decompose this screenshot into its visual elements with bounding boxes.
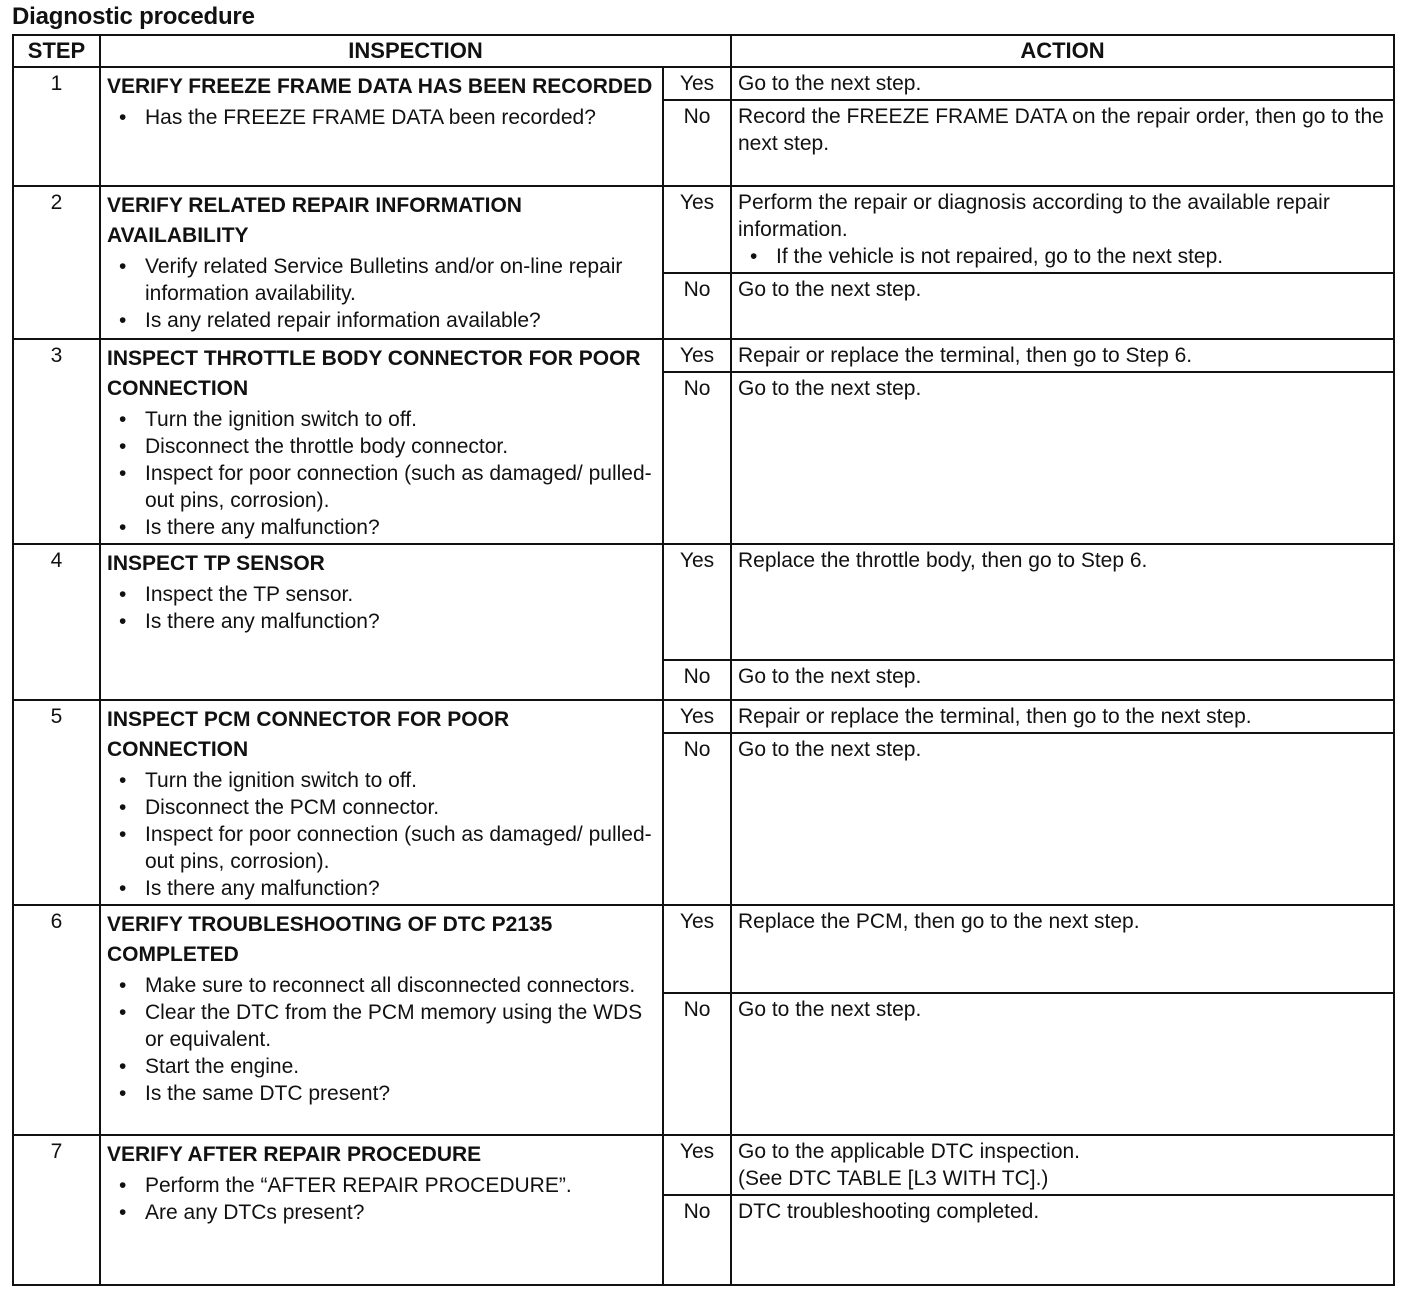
step-column-header: STEP <box>13 35 100 67</box>
inspection-bullets <box>107 104 656 131</box>
inspection-bullet: • Is there any malfunction? <box>107 608 656 635</box>
no-action <box>731 993 1394 1135</box>
no-action <box>731 273 1394 339</box>
yes-label: Yes <box>663 1135 731 1195</box>
step-number: 2 <box>13 186 100 339</box>
no-label: No <box>663 273 731 339</box>
inspection-bullet: • Is the same DTC present? <box>107 1080 656 1107</box>
yes-label: Yes <box>663 544 731 660</box>
yes-action-text: Go to the next step. <box>738 72 922 95</box>
yes-action <box>731 339 1394 372</box>
inspection-bullet: • Turn the ignition switch to off. <box>107 406 656 433</box>
table-row <box>13 700 1394 733</box>
no-label: No <box>663 660 731 700</box>
yes-action-text: Repair or replace the terminal, then go to Step 6. <box>738 344 1193 367</box>
inspection-bullet: • Clear the DTC from the PCM memory using the WDS or equivalent. <box>107 999 656 1053</box>
yes-action <box>731 186 1394 273</box>
inspection-bullets <box>107 406 656 541</box>
table-row <box>13 905 1394 993</box>
yes-action <box>731 67 1394 100</box>
inspection-cell <box>100 339 663 544</box>
inspection-bullet: • Is any related repair information available? <box>107 307 656 334</box>
inspection-bullets <box>107 581 656 635</box>
no-action-text: Go to the next step. <box>738 998 922 1021</box>
step-number: 6 <box>13 905 100 1135</box>
step-number: 4 <box>13 544 100 700</box>
no-action-text: Go to the next step. <box>738 278 922 301</box>
inspection-title: VERIFY RELATED REPAIR INFORMATION AVAILABILITY <box>107 194 522 247</box>
no-action-text: Go to the next step. <box>738 738 922 761</box>
table-row <box>13 67 1394 100</box>
inspection-bullet: • Disconnect the throttle body connector. <box>107 433 656 460</box>
no-action <box>731 660 1394 700</box>
no-action <box>731 1195 1394 1285</box>
inspection-cell <box>100 700 663 905</box>
yes-action-text: Go to the applicable DTC inspection. (See DTC TABLE [L3 WITH TC].) <box>738 1140 1081 1190</box>
inspection-bullets <box>107 972 656 1107</box>
yes-action-bullet: • If the vehicle is not repaired, go to the next step. <box>738 243 1387 270</box>
inspection-bullet: • Has the FREEZE FRAME DATA been recorded? <box>107 104 656 131</box>
step-number: 3 <box>13 339 100 544</box>
yes-label: Yes <box>663 67 731 100</box>
no-label: No <box>663 993 731 1135</box>
diagnostic-procedure-table <box>12 34 1395 1286</box>
yes-action-text: Replace the throttle body, then go to Step 6. <box>738 549 1148 572</box>
inspection-cell <box>100 186 663 339</box>
inspection-bullet: • Perform the “AFTER REPAIR PROCEDURE”. <box>107 1172 656 1199</box>
table-row <box>13 544 1394 660</box>
yes-label: Yes <box>663 339 731 372</box>
inspection-title: VERIFY TROUBLESHOOTING OF DTC P2135 COMPLETED <box>107 913 553 966</box>
inspection-bullets <box>107 767 656 902</box>
action-column-header: ACTION <box>731 35 1394 67</box>
yes-action-bullets <box>738 243 1387 270</box>
inspection-bullet: • Turn the ignition switch to off. <box>107 767 656 794</box>
yes-action <box>731 544 1394 660</box>
inspection-bullet: • Is there any malfunction? <box>107 514 656 541</box>
yes-action <box>731 1135 1394 1195</box>
inspection-title: VERIFY AFTER REPAIR PROCEDURE <box>107 1143 482 1166</box>
inspection-bullet: • Disconnect the PCM connector. <box>107 794 656 821</box>
table-row <box>13 186 1394 273</box>
inspection-bullet: • Inspect the TP sensor. <box>107 581 656 608</box>
no-action <box>731 733 1394 905</box>
inspection-cell <box>100 544 663 700</box>
no-label: No <box>663 1195 731 1285</box>
inspection-bullet: • Verify related Service Bulletins and/or on-line repair information availability. <box>107 253 656 307</box>
page-title: Diagnostic procedure <box>12 3 255 30</box>
inspection-title: INSPECT PCM CONNECTOR FOR POOR CONNECTION <box>107 708 510 761</box>
no-action-text: DTC troubleshooting completed. <box>738 1200 1040 1223</box>
no-action <box>731 372 1394 544</box>
inspection-title: VERIFY FREEZE FRAME DATA HAS BEEN RECORDED <box>107 75 653 98</box>
inspection-cell <box>100 905 663 1135</box>
step-number: 1 <box>13 67 100 186</box>
yes-label: Yes <box>663 186 731 273</box>
no-action-text: Record the FREEZE FRAME DATA on the repair order, then go to the next step. <box>738 105 1384 155</box>
yes-action <box>731 905 1394 993</box>
yes-action-text: Repair or replace the terminal, then go to the next step. <box>738 705 1252 728</box>
inspection-bullet: • Are any DTCs present? <box>107 1199 656 1226</box>
inspection-cell <box>100 67 663 186</box>
inspection-bullet: • Make sure to reconnect all disconnected connectors. <box>107 972 656 999</box>
step-number: 7 <box>13 1135 100 1285</box>
inspection-bullet: • Inspect for poor connection (such as damaged/ pulled-out pins, corrosion). <box>107 821 656 875</box>
yes-action-text: Replace the PCM, then go to the next step. <box>738 910 1140 933</box>
inspection-column-header: INSPECTION <box>100 35 731 67</box>
yes-label: Yes <box>663 700 731 733</box>
inspection-bullet: • Start the engine. <box>107 1053 656 1080</box>
no-action <box>731 100 1394 186</box>
no-label: No <box>663 372 731 544</box>
inspection-cell <box>100 1135 663 1285</box>
table-header-row <box>13 35 1394 67</box>
no-action-text: Go to the next step. <box>738 377 922 401</box>
table-row <box>13 339 1394 372</box>
yes-label: Yes <box>663 905 731 993</box>
inspection-bullets <box>107 1172 656 1226</box>
inspection-bullet: • Inspect for poor connection (such as damaged/ pulled-out pins, corrosion). <box>107 460 656 514</box>
yes-action <box>731 700 1394 733</box>
inspection-title: INSPECT TP SENSOR <box>107 552 325 575</box>
no-label: No <box>663 733 731 905</box>
step-number: 5 <box>13 700 100 905</box>
inspection-bullet: • Is there any malfunction? <box>107 875 656 902</box>
table-body <box>13 67 1394 1285</box>
table-row <box>13 1135 1394 1195</box>
yes-action-text: Perform the repair or diagnosis according to the available repair information. <box>738 191 1330 241</box>
no-action-text: Go to the next step. <box>738 665 922 688</box>
no-label: No <box>663 100 731 186</box>
inspection-bullets <box>107 253 656 334</box>
inspection-title: INSPECT THROTTLE BODY CONNECTOR FOR POOR CONNECTION <box>107 347 641 400</box>
